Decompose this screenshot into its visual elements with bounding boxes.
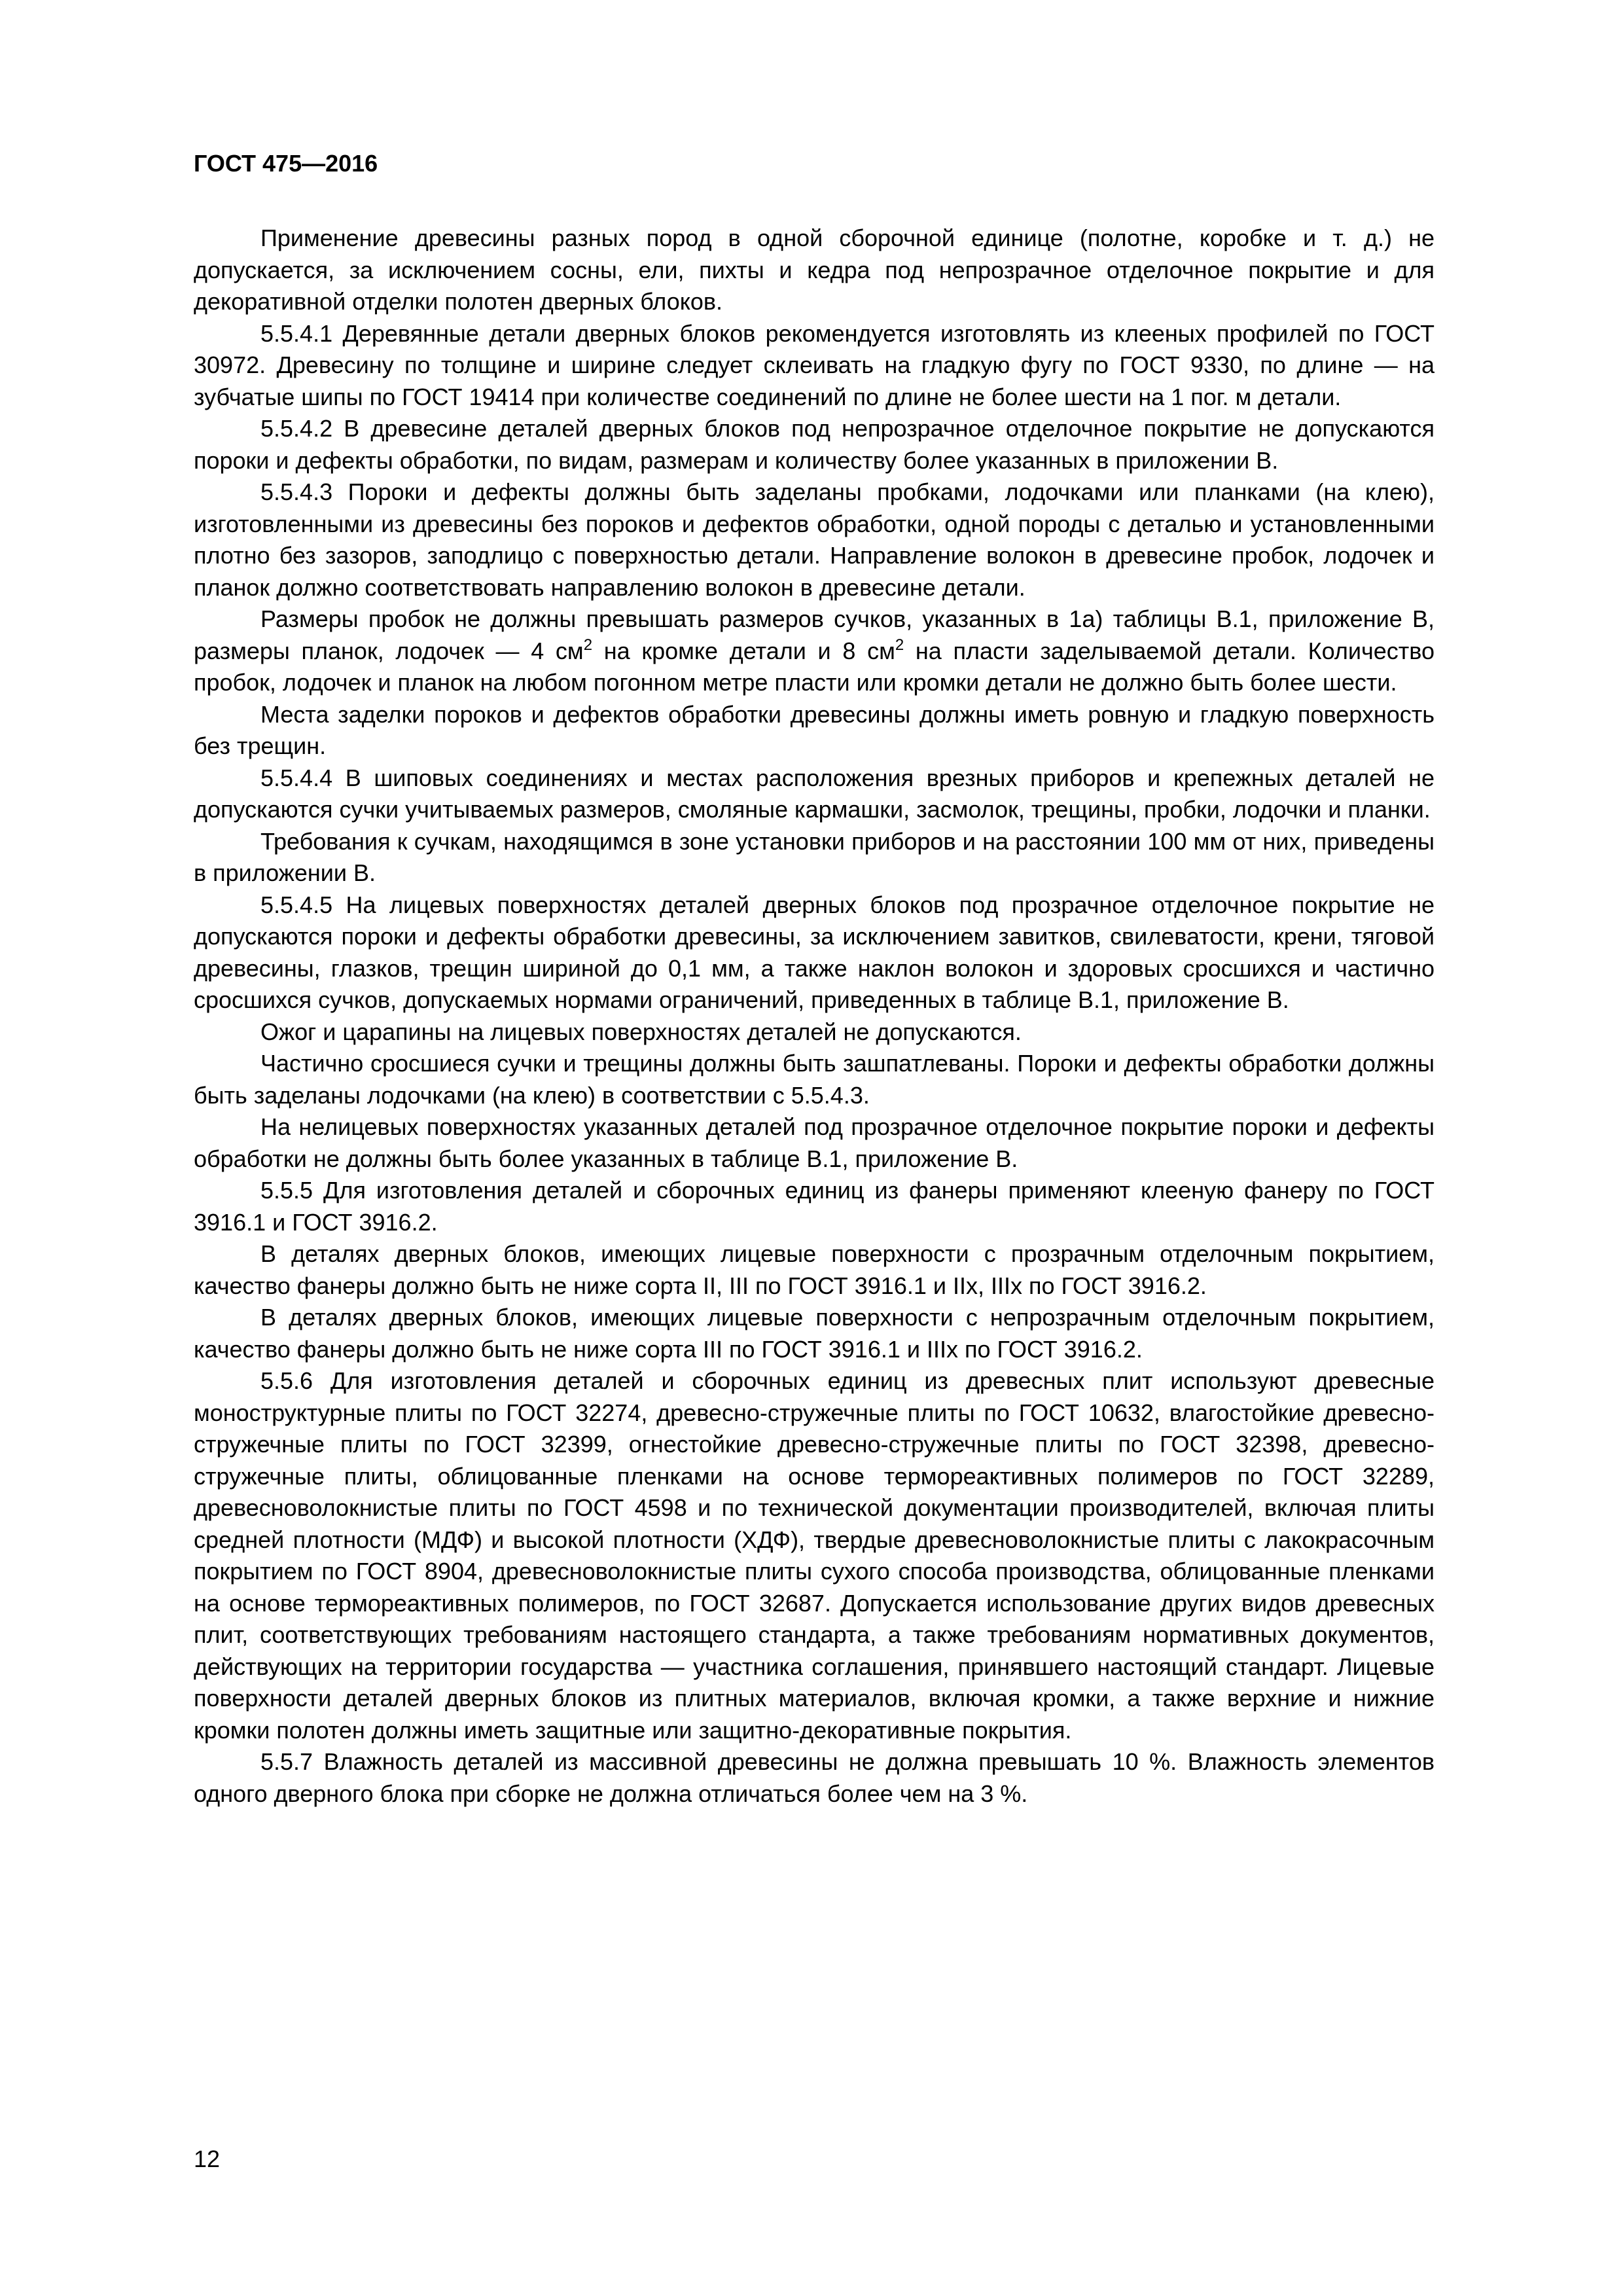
paragraph-repair-surface: Места заделки пороков и дефектов обработки древесины должны иметь ровную и гладкую поверхность без трещин. — [194, 700, 1435, 759]
paragraph-plywood-transparent: В деталях дверных блоков, имеющих лицевые поверхности с прозрачным отделочным покрытием, качество фанеры должно быть не ниже сорта II, III по ГОСТ 3916.1 и IIх, IIIх по ГОСТ 3916.2. — [194, 1240, 1435, 1299]
document-body — [194, 223, 1435, 1810]
paragraph-5-5-4-2: 5.5.4.2 В древесине деталей дверных блоков под непрозрачное отделочное покрытие не допускаются пороки и дефекты обработки, по видам, размерам и количеству более указанных в приложении В. — [194, 415, 1435, 474]
plug-sizes-text-3: на пласти заделываемой детали. Количество пробок, лодочек и планок на любом погонном метре пласти или кромки детали не должно быть более шести. — [194, 637, 1435, 696]
paragraph-5-5-4-4: 5.5.4.4 В шиповых соединениях и местах расположения врезных приборов и крепежных деталей не допускаются сучки учитываемых размеров, смоляные кармашки, засмолок, трещины, пробки, лодочки и планки. — [194, 764, 1435, 823]
paragraph-non-face-surfaces: На нелицевых поверхностях указанных деталей под прозрачное отделочное покрытие пороки и дефекты обработки не должны быть более указанных в таблице В.1, приложение В. — [194, 1113, 1435, 1172]
paragraph-puttied-knots: Частично сросшиеся сучки и трещины должны быть зашпатлеваны. Пороки и дефекты обработки должны быть заделаны лодочками (на клею) в соответствии с 5.5.4.3. — [194, 1050, 1435, 1109]
superscript-squared: 2 — [583, 636, 593, 654]
page-number: 12 — [194, 2145, 221, 2172]
paragraph-burns-scratches: Ожог и царапины на лицевых поверхностях деталей не допускаются. — [260, 1018, 1022, 1045]
document-code-header: ГОСТ 475—2016 — [194, 150, 378, 177]
paragraph-5-5-7: 5.5.7 Влажность деталей из массивной древесины не должна превышать 10 %. Влажность элементов одного дверного блока при сборке не должна отличаться более чем на 3 %. — [194, 1748, 1435, 1807]
paragraph-knot-requirements: Требования к сучкам, находящимся в зоне установки приборов и на расстоянии 100 мм от них, приведены в приложении В. — [194, 827, 1435, 886]
paragraph-5-5-4-5: 5.5.4.5 На лицевых поверхностях деталей дверных блоков под прозрачное отделочное покрытие не допускаются пороки и дефекты обработки древесины, за исключением завитков, свилеватости, крени, тяговой древесины, глазков, трещин шириной до 0,1 мм, а также наклон волокон и здоровых сросшихся и частично сросшихся сучков, допускаемых нормами ограничений, приведенных в таблице В.1, приложение В. — [194, 891, 1435, 1013]
paragraph-5-5-6: 5.5.6 Для изготовления деталей и сборочных единиц из древесных плит используют древесные моноструктурные плиты по ГОСТ 32274, древесно-стружечные плиты по ГОСТ 10632, влагостойкие древесно-стружечные плиты по ГОСТ 32399, огнестойкие древесно-стружечные плиты по ГОСТ 32398, древесно-стружечные плиты, облицованные пленками на основе термореактивных полимеров по ГОСТ 32289, древесноволокнистые плиты по ГОСТ 4598 и по технической документации производителей, включая плиты средней плотности (МДФ) и высокой плотности (ХДФ), твердые древесноволокнистые плиты с лакокрасочным покрытием по ГОСТ 8904, древесноволокнистые плиты сухого способа производства, облицованные пленками на основе термореактивных полимеров, по ГОСТ 32687. Допускается использование других видов древесных плит, соответствующих требованиям настоящего стандарта, а также требованиям нормативных документов, действующих на территории государства — участника соглашения, принявшего настоящий стандарт. Лицевые поверхности деталей дверных блоков из плитных материалов, включая кромки, а также верхние и нижние кромки полотен должны иметь защитные или защитно-декоративные покрытия. — [194, 1367, 1435, 1744]
paragraph-5-5-4-1: 5.5.4.1 Деревянные детали дверных блоков рекомендуется изготовлять из клееных профилей по ГОСТ 30972. Древесину по толщине и ширине следует склеивать на гладкую фугу по ГОСТ 9330, по длине — на зубчатые шипы по ГОСТ 19414 при количестве соединений по длине не более шести на 1 пог. м детали. — [194, 319, 1435, 410]
paragraph-plug-sizes — [194, 603, 1435, 699]
plug-sizes-text-2: на кромке детали и 8 см — [592, 637, 895, 664]
superscript-squared: 2 — [895, 636, 904, 654]
paragraph-wood-species: Применение древесины разных пород в одной сборочной единице (полотне, коробке и т. д.) не допускается, за исключением сосны, ели, пихты и кедра под непрозрачное отделочное покрытие и для декоративной отделки полотен дверных блоков. — [194, 224, 1435, 315]
paragraph-5-5-5: 5.5.5 Для изготовления деталей и сборочных единиц из фанеры применяют клееную фанеру по ГОСТ 3916.1 и ГОСТ 3916.2. — [194, 1177, 1435, 1236]
paragraph-5-5-4-3: 5.5.4.3 Пороки и дефекты должны быть заделаны пробками, лодочками или планками (на клею), изготовленными из древесины без пороков и дефектов обработки, одной породы с деталью и установленными плотно без зазоров, заподлицо с поверхностью детали. Направление волокон в древесине пробок, лодочек и планок должно соответствовать направлению волокон в древесине детали. — [194, 478, 1435, 601]
paragraph-plywood-opaque: В деталях дверных блоков, имеющих лицевые поверхности с непрозрачным отделочным покрытием, качество фанеры должно быть не ниже сорта III по ГОСТ 3916.1 и IIIх по ГОСТ 3916.2. — [194, 1304, 1435, 1363]
plug-sizes-text-1: Размеры пробок не должны превышать размеров сучков, указанных в 1а) таблицы В.1, приложение В, размеры планок, лодочек — 4 см — [194, 605, 1435, 664]
